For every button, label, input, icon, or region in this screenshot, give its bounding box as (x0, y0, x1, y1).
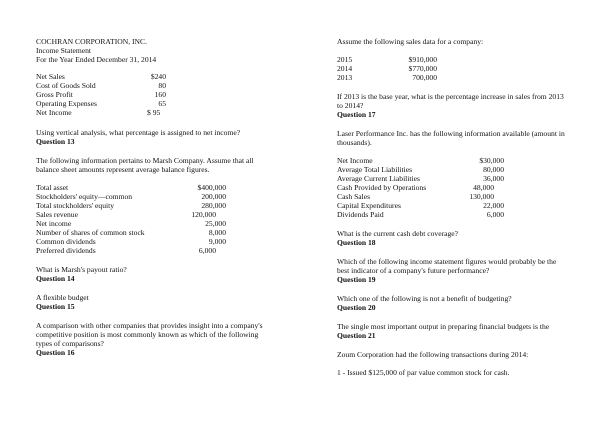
marsh-row-label: Net income (36, 219, 72, 228)
question-15-label: Question 15 (36, 302, 75, 311)
laser-row-value: 6,000 (486, 210, 504, 219)
marsh-row-value: 8,000 (208, 228, 226, 237)
laser-row-label: Average Current Liabilities (337, 174, 420, 183)
sales-year: 2015 (337, 55, 353, 64)
cash-debt-question: What is the current cash debt coverage? (337, 229, 459, 238)
income-row-label: Operating Expenses (36, 99, 97, 108)
marsh-row-label: Stockholders' equity—common (36, 192, 133, 201)
marsh-row-label: Number of shares of common stock (36, 228, 145, 237)
question-13-label: Question 13 (36, 137, 75, 146)
budget-output-question: The single most important output in preparing financial budgets is the (337, 322, 550, 331)
marsh-row-label: Total stockholders' equity (36, 201, 115, 210)
marsh-row-label: Sales revenue (36, 210, 78, 219)
marsh-row-value: 25,000 (205, 219, 226, 228)
income-row-value: 65 (158, 99, 166, 108)
marsh-row-value: 200,000 (201, 192, 226, 201)
marsh-row-value: 6,000 (198, 246, 216, 255)
laser-row-label: Average Total Liabilities (337, 165, 413, 174)
sales-value: 700,000 (412, 73, 437, 82)
marsh-row-value: 9,000 (208, 237, 226, 246)
laser-row-value: 22,000 (483, 201, 504, 210)
marsh-row-value: 120,000 (191, 210, 216, 219)
comparison-question: A comparison with other companies that provides insight into a company's competitive position is most commonly known as which of the following types of comparisons? (36, 321, 263, 348)
question-16-label: Question 16 (36, 348, 75, 357)
income-row-value: 80 (158, 81, 166, 90)
budgeting-question: Which one of the following is not a benefit of budgeting? (337, 294, 512, 303)
flexible-budget-text: A flexible budget (36, 293, 89, 302)
question-17-label: Question 17 (337, 110, 376, 119)
laser-row-value: $30,000 (479, 156, 504, 165)
zoum-transaction-1: 1 - Issued $125,000 of par value common stock for cash. (337, 368, 510, 377)
statement-title: Income Statement (36, 46, 92, 55)
marsh-row-label: Preferred dividends (36, 246, 96, 255)
vertical-analysis-question: Using vertical analysis, what percentage is assigned to net income? (36, 128, 241, 137)
question-18-label: Question 18 (337, 238, 376, 247)
question-20-label: Question 20 (337, 303, 376, 312)
laser-row-label: Dividends Paid (337, 210, 384, 219)
sales-value: $770,000 (408, 64, 437, 73)
company-name: COCHRAN CORPORATION, INC. (36, 37, 147, 46)
laser-row-label: Capital Expenditures (337, 201, 401, 210)
question-14-label: Question 14 (36, 274, 75, 283)
indicator-question: Which of the following income statement figures would probably be the best indicator of a company's future performance? (337, 257, 557, 275)
payout-ratio-question: What is Marsh's payout ratio? (36, 265, 127, 274)
income-row-value: $ 95 (147, 108, 161, 117)
statement-period: For the Year Ended December 31, 2014 (36, 55, 157, 64)
marsh-row-label: Total asset (36, 183, 69, 192)
laser-row-label: Cash Provided by Operations (337, 183, 427, 192)
laser-intro-text: Laser Performance Inc. has the following information available (amount in thousands). (337, 129, 565, 147)
question-21-label: Question 21 (337, 331, 376, 340)
laser-row-value: 80,000 (483, 165, 504, 174)
laser-row-label: Net Income (337, 156, 373, 165)
sales-value: $910,000 (408, 55, 437, 64)
base-year-question: If 2013 is the base year, what is the percentage increase in sales from 2013 to 2014? (337, 92, 564, 110)
laser-row-value: 36,000 (483, 174, 504, 183)
marsh-row-value: 280,000 (201, 201, 226, 210)
income-row-value: 160 (154, 90, 166, 99)
laser-row-value: 48,000 (473, 183, 494, 192)
income-row-label: Net Income (36, 108, 72, 117)
income-row-label: Cost of Goods Sold (36, 81, 96, 90)
laser-row-value: 130,000 (469, 192, 494, 201)
income-row-value: $240 (150, 72, 166, 81)
marsh-intro-text: The following information pertains to Marsh Company. Assume that all balance sheet amounts represent average balance figures. (36, 156, 254, 174)
laser-row-label: Cash Sales (337, 192, 371, 201)
zoum-intro-text: Zoum Corporation had the following transactions during 2014: (337, 350, 529, 359)
income-row-label: Gross Profit (36, 90, 73, 99)
sales-year: 2014 (337, 64, 353, 73)
sales-data-intro: Assume the following sales data for a company: (337, 37, 484, 46)
marsh-row-label: Common dividends (36, 237, 96, 246)
sales-year: 2013 (337, 73, 353, 82)
marsh-row-value: $400,000 (197, 183, 226, 192)
question-19-label: Question 19 (337, 275, 376, 284)
income-row-label: Net Sales (36, 72, 65, 81)
